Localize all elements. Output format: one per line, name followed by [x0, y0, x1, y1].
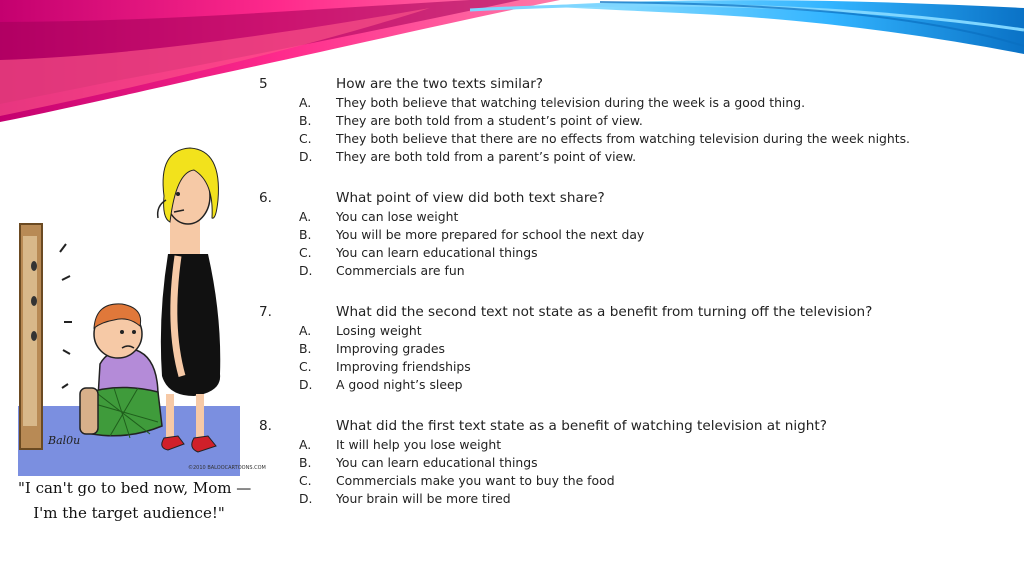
- option-text: Improving friendships: [336, 359, 471, 374]
- option-letter: D.: [299, 491, 313, 506]
- option-letter: D.: [299, 149, 313, 164]
- caption-line-1: "I can't go to bed now, Mom —: [18, 479, 252, 497]
- option-text: They are both told from a parent’s point of view.: [336, 149, 637, 164]
- question-header: [259, 416, 1019, 436]
- option-letter: C.: [299, 245, 312, 260]
- woman-dress: [161, 254, 220, 396]
- question-header: [259, 302, 1019, 322]
- option-letter: B.: [299, 341, 312, 356]
- option-text: It will help you lose weight: [336, 437, 502, 452]
- option-text: Improving grades: [336, 341, 445, 356]
- cartoon-signature: Bal0u: [48, 434, 81, 447]
- option-letter: C.: [299, 131, 312, 146]
- answer-option: [259, 262, 1019, 280]
- answer-option: [259, 148, 1019, 166]
- option-text: Commercials are fun: [336, 263, 465, 278]
- answer-option: [259, 340, 1019, 358]
- answer-option: [259, 358, 1019, 376]
- option-text: You can learn educational things: [336, 245, 538, 260]
- option-text: Losing weight: [336, 323, 422, 338]
- answer-option: [259, 322, 1019, 340]
- answer-option: [259, 454, 1019, 472]
- option-text: Your brain will be more tired: [336, 491, 511, 506]
- answer-option: [259, 472, 1019, 490]
- cartoon-caption: [18, 476, 252, 526]
- question-header: [259, 74, 1019, 94]
- option-text: A good night’s sleep: [336, 377, 463, 392]
- answer-option: [259, 130, 1019, 148]
- option-text: You will be more prepared for school the next day: [336, 227, 645, 242]
- question-text: How are the two texts similar?: [336, 76, 544, 92]
- option-text: You can learn educational things: [336, 455, 538, 470]
- option-letter: A.: [299, 209, 312, 224]
- option-letter: A.: [299, 437, 312, 452]
- answer-option: [259, 226, 1019, 244]
- cartoon-copyright: ©2010 BALOOCARTOONS.COM: [188, 465, 266, 471]
- option-text: They both believe that watching television during the week is a good thing.: [336, 95, 806, 110]
- caption-line-2: I'm the target audience!": [33, 504, 225, 522]
- option-letter: A.: [299, 323, 312, 338]
- option-letter: A.: [299, 95, 312, 110]
- answer-option: [259, 436, 1019, 454]
- question-number: 6.: [259, 190, 272, 206]
- quiz: [259, 74, 1019, 530]
- option-letter: D.: [299, 377, 313, 392]
- question-number: 5: [259, 76, 268, 92]
- option-text: Commercials make you want to buy the food: [336, 473, 615, 488]
- option-text: They are both told from a student’s point of view.: [336, 113, 643, 128]
- question-6: [259, 188, 1019, 280]
- question-number: 7.: [259, 304, 272, 320]
- question-number: 8.: [259, 418, 272, 434]
- question-7: [259, 302, 1019, 394]
- answer-option: [259, 376, 1019, 394]
- option-letter: B.: [299, 455, 312, 470]
- option-letter: B.: [299, 113, 312, 128]
- answer-option: [259, 244, 1019, 262]
- option-text: They both believe that there are no effects from watching television during the week nights.: [336, 131, 910, 146]
- option-letter: B.: [299, 227, 312, 242]
- question-text: What did the second text not state as a benefit from turning off the television?: [336, 304, 873, 320]
- question-text: What point of view did both text share?: [336, 190, 605, 206]
- boy-feet: [80, 388, 98, 434]
- answer-option: [259, 94, 1019, 112]
- answer-option: [259, 490, 1019, 508]
- option-text: You can lose weight: [336, 209, 459, 224]
- question-header: [259, 188, 1019, 208]
- question-8: [259, 416, 1019, 508]
- option-letter: C.: [299, 473, 312, 488]
- answer-option: [259, 208, 1019, 226]
- question-text: What did the first text state as a benefit of watching television at night?: [336, 418, 827, 434]
- answer-option: [259, 112, 1019, 130]
- option-letter: D.: [299, 263, 313, 278]
- question-5: [259, 74, 1019, 166]
- option-letter: C.: [299, 359, 312, 374]
